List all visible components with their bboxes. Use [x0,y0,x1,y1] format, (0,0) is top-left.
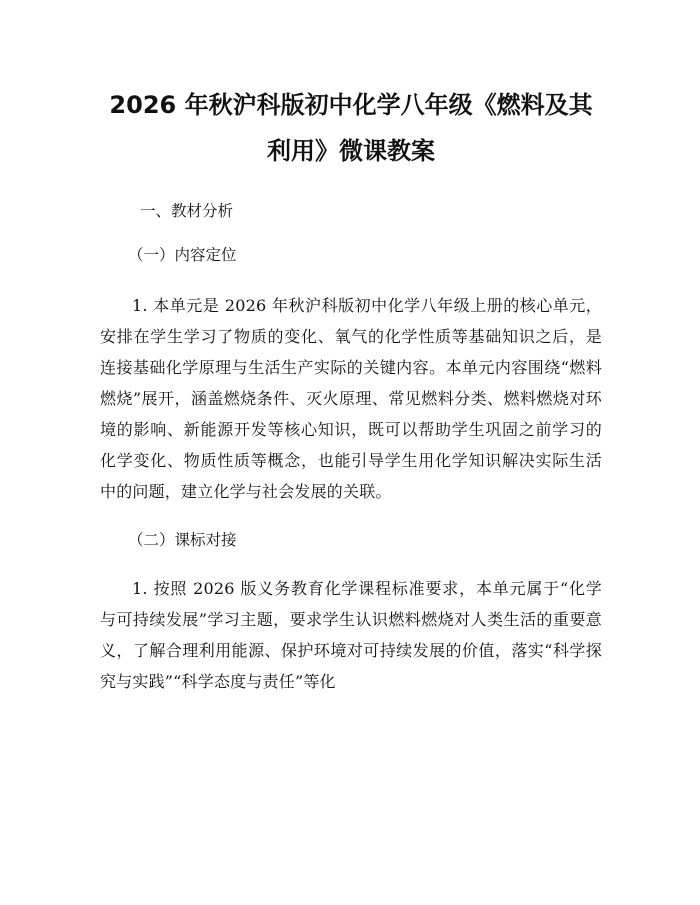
paragraph-curriculum-standards: 1. 按照 2026 版义务教育化学课程标准要求，本单元属于“化学与可持续发展”学习主题，要求学生认识燃料燃烧对人类生活的重要意义，了解合理利用能源、保护环境对可持续发展的价值，落实“科学探究与实践”“科学态度与责任”等化 [100,579,602,691]
paragraph-content-positioning: 1. 本单元是 2026 年秋沪科版初中化学八年级上册的核心单元，安排在学生学习了物质的变化、氧气的化学性质等基础知识之后，是连接基础化学原理与生活生产实际的关键内容。本单元内容围绕“燃料燃烧”展开，涵盖燃烧条件、灭火原理、常见燃料分类、燃料燃烧对环境的影响、新能源开发等核心知识，既可以帮助学生巩固之前学习的化学变化、物质性质等概念，也能引导学生用化学知识解决实际生活中的问题，建立化学与社会发展的关联。 [100,296,602,501]
subsection-heading-content-positioning: （一）内容定位 [128,246,237,264]
subsection-heading-curriculum-standards: （二）课标对接 [128,531,237,549]
document-title: 2026 年秋沪科版初中化学八年级《燃料及其利用》微课教案 [109,91,593,165]
section-heading-textbook-analysis: 一、教材分析 [140,202,234,220]
